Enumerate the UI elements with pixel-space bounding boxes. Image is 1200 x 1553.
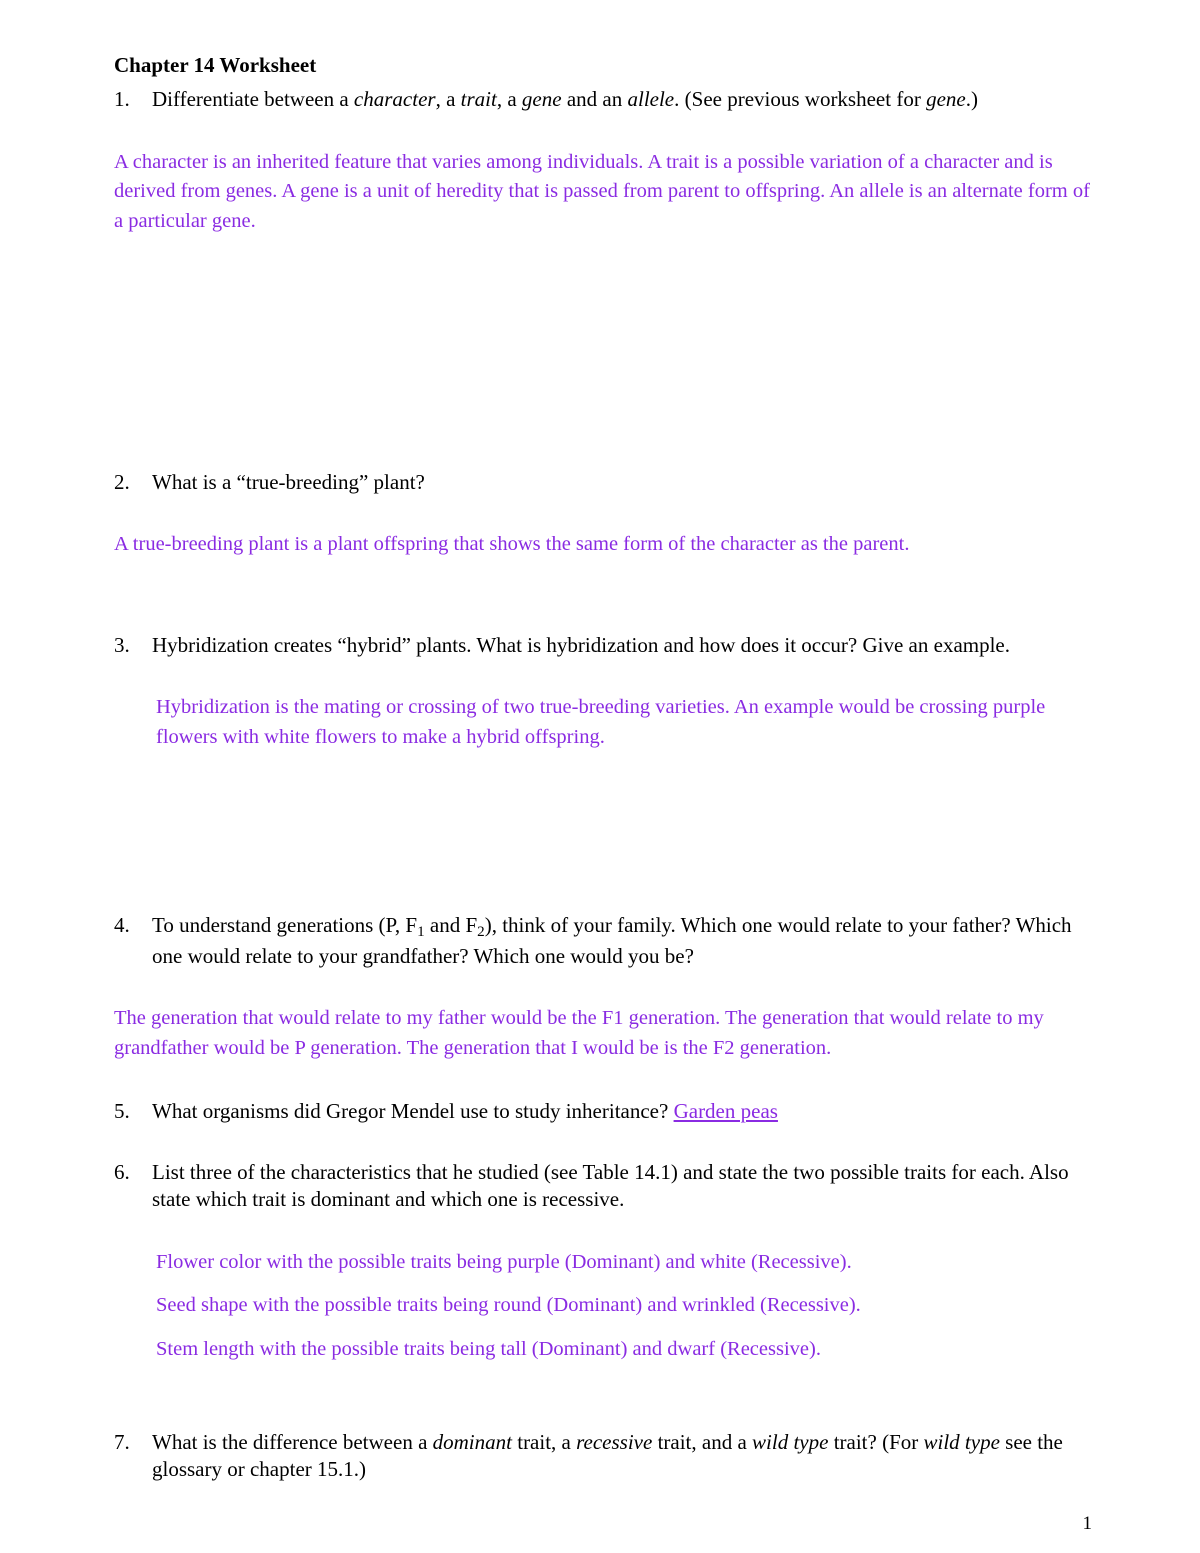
question-7-number: 7.: [114, 1429, 130, 1454]
spacer: [114, 970, 1092, 1004]
answer-2: A true-breeding plant is a plant offspring that shows the same form of the character as the parent.: [114, 533, 910, 555]
spacer: [114, 752, 1092, 912]
question-4-suffix: ), think of your family. Which one would relate to your father? Which one would relate to your grandfather? Which one would you be?: [152, 913, 1072, 968]
spacer: [114, 1417, 1092, 1429]
page-number: 1: [1082, 1513, 1092, 1534]
question-4-mid: and F: [424, 913, 478, 938]
question-2-text: What is a “true-breeding” plant?: [152, 469, 425, 494]
answer-3: Hybridization is the mating or crossing of two true-breeding varieties. An example would be crossing purple flowers with white flowers to make a hybrid offspring.: [156, 696, 1046, 748]
question-4-text: [152, 912, 1092, 970]
question-5-number: 5.: [114, 1098, 130, 1123]
question-3: [114, 632, 1092, 659]
question-2: [114, 469, 1092, 496]
question-5-text: [152, 1098, 1092, 1125]
question-1-number: 1.: [114, 87, 130, 112]
question-2-number: 2.: [114, 469, 130, 494]
spacer: [114, 237, 1092, 469]
question-6-text: List three of the characteristics that he studied (see Table 14.1) and state the two possible traits for each. Also state which trait is dominant and which one is recessive.: [152, 1159, 1069, 1212]
answer-6-line-1: Flower color with the possible traits being purple (Dominant) and white (Recessive).: [156, 1250, 852, 1273]
spacer: [114, 1125, 1092, 1159]
spacer: [114, 560, 1092, 612]
question-4-prefix: To understand generations (P, F: [152, 913, 418, 938]
question-5: [114, 1098, 1092, 1125]
question-7: [114, 1429, 1092, 1484]
answer-4: The generation that would relate to my father would be the F1 generation. The generation that would relate to my grandfather would be P generation. The generation that I would be is the F2 generation.: [114, 1007, 1044, 1059]
answer-5-inline: Garden peas: [673, 1098, 778, 1123]
spacer: [114, 114, 1092, 148]
question-4-sub1: 1: [417, 924, 425, 941]
spacer: [114, 1214, 1092, 1248]
answer-6: [156, 1248, 1092, 1365]
question-3-text: Hybridization creates “hybrid” plants. What is hybridization and how does it occur? Give an example.: [152, 632, 1011, 657]
question-4-number: 4.: [114, 913, 130, 938]
answer-6-line-2: Seed shape with the possible traits being round (Dominant) and wrinkled (Recessive).: [156, 1294, 861, 1317]
question-7-text: What is the difference between a dominant trait, a recessive trait, and a wild type trait? (For wild type see the glossary or chapter 15.1.): [152, 1429, 1063, 1481]
question-6-number: 6.: [114, 1159, 130, 1184]
spacer: [114, 612, 1092, 632]
question-4: [114, 912, 1092, 970]
question-3-number: 3.: [114, 632, 130, 657]
spacer: [114, 1365, 1092, 1417]
answer-6-line-3: Stem length with the possible traits being tall (Dominant) and dwarf (Recessive).: [156, 1337, 821, 1360]
page-title: Chapter 14 Worksheet: [114, 53, 317, 77]
question-1-text: Differentiate between a character, a trait, a gene and an allele. (See previous worksheet for gene.): [152, 87, 978, 112]
question-5-prompt: What organisms did Gregor Mendel use to study inheritance?: [152, 1098, 669, 1123]
spacer: [114, 496, 1092, 530]
question-1: [114, 86, 1092, 113]
spacer: [114, 659, 1092, 693]
question-4-sub2: 2: [477, 924, 485, 941]
spacer: [114, 1064, 1092, 1098]
question-6: [114, 1159, 1092, 1214]
answer-1: A character is an inherited feature that varies among individuals. A trait is a possible variation of a character and is derived from genes. A gene is a unit of heredity that is passed from parent to offspring. An allele is an alternate form of a particular gene.: [114, 150, 1090, 232]
